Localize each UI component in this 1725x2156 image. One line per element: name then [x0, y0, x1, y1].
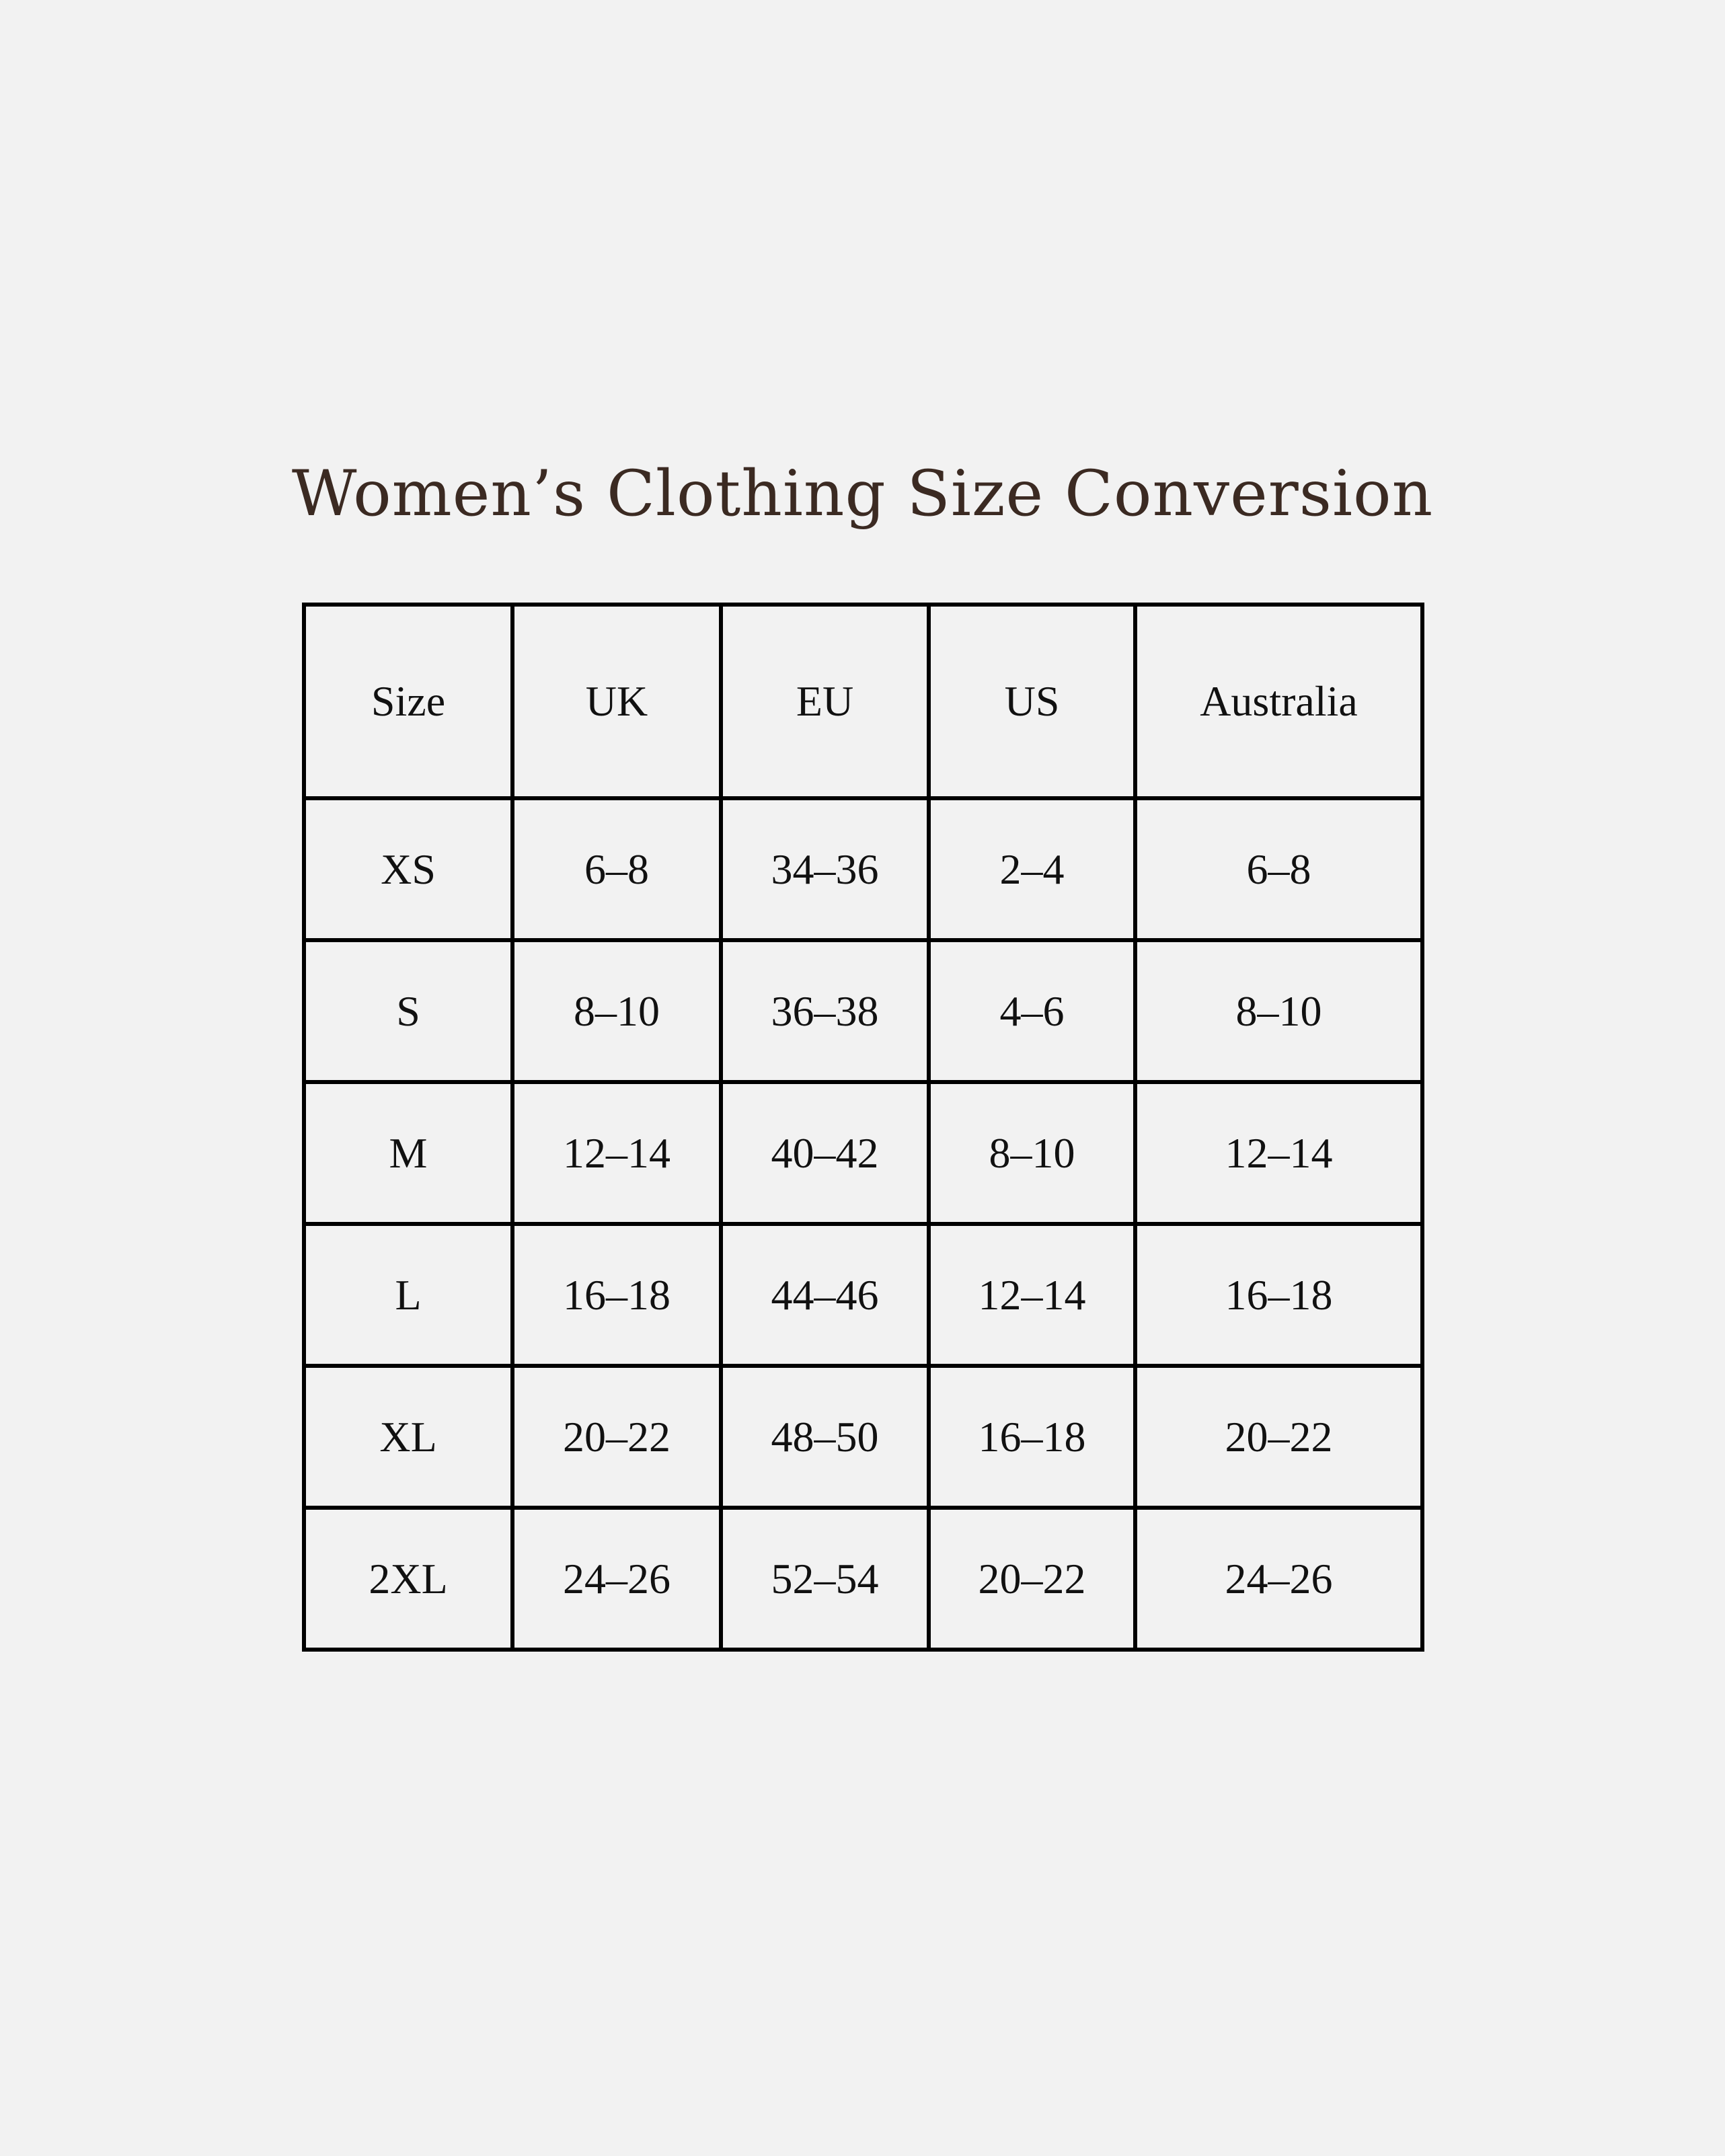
table-row [304, 1366, 1422, 1508]
table-row [304, 1082, 1422, 1224]
cell-australia: 24–26 [1135, 1508, 1422, 1650]
table-row [304, 1508, 1422, 1650]
cell-uk: 20–22 [512, 1366, 721, 1508]
cell-size: S [304, 940, 512, 1082]
table-row [304, 940, 1422, 1082]
cell-size: L [304, 1224, 512, 1366]
cell-uk: 24–26 [512, 1508, 721, 1650]
cell-us: 8–10 [929, 1082, 1135, 1224]
header-eu: EU [721, 605, 929, 798]
header-size: Size [304, 605, 512, 798]
cell-size: XS [304, 798, 512, 940]
cell-uk: 8–10 [512, 940, 721, 1082]
cell-eu: 48–50 [721, 1366, 929, 1508]
header-australia: Australia [1135, 605, 1422, 798]
header-uk: UK [512, 605, 721, 798]
size-conversion-table [302, 603, 1424, 1652]
table-header-row [304, 605, 1422, 798]
cell-eu: 36–38 [721, 940, 929, 1082]
cell-australia: 20–22 [1135, 1366, 1422, 1508]
cell-eu: 40–42 [721, 1082, 929, 1224]
cell-size: 2XL [304, 1508, 512, 1650]
cell-australia: 16–18 [1135, 1224, 1422, 1366]
cell-us: 20–22 [929, 1508, 1135, 1650]
cell-us: 2–4 [929, 798, 1135, 940]
cell-uk: 16–18 [512, 1224, 721, 1366]
cell-us: 12–14 [929, 1224, 1135, 1366]
cell-australia: 12–14 [1135, 1082, 1422, 1224]
cell-uk: 12–14 [512, 1082, 721, 1224]
cell-eu: 52–54 [721, 1508, 929, 1650]
cell-uk: 6–8 [512, 798, 721, 940]
cell-us: 16–18 [929, 1366, 1135, 1508]
cell-eu: 44–46 [721, 1224, 929, 1366]
cell-size: M [304, 1082, 512, 1224]
cell-eu: 34–36 [721, 798, 929, 940]
table-row [304, 798, 1422, 940]
cell-australia: 8–10 [1135, 940, 1422, 1082]
cell-australia: 6–8 [1135, 798, 1422, 940]
header-us: US [929, 605, 1135, 798]
cell-size: XL [304, 1366, 512, 1508]
table-row [304, 1224, 1422, 1366]
cell-us: 4–6 [929, 940, 1135, 1082]
page-title: Women’s Clothing Size Conversion [291, 457, 1434, 531]
